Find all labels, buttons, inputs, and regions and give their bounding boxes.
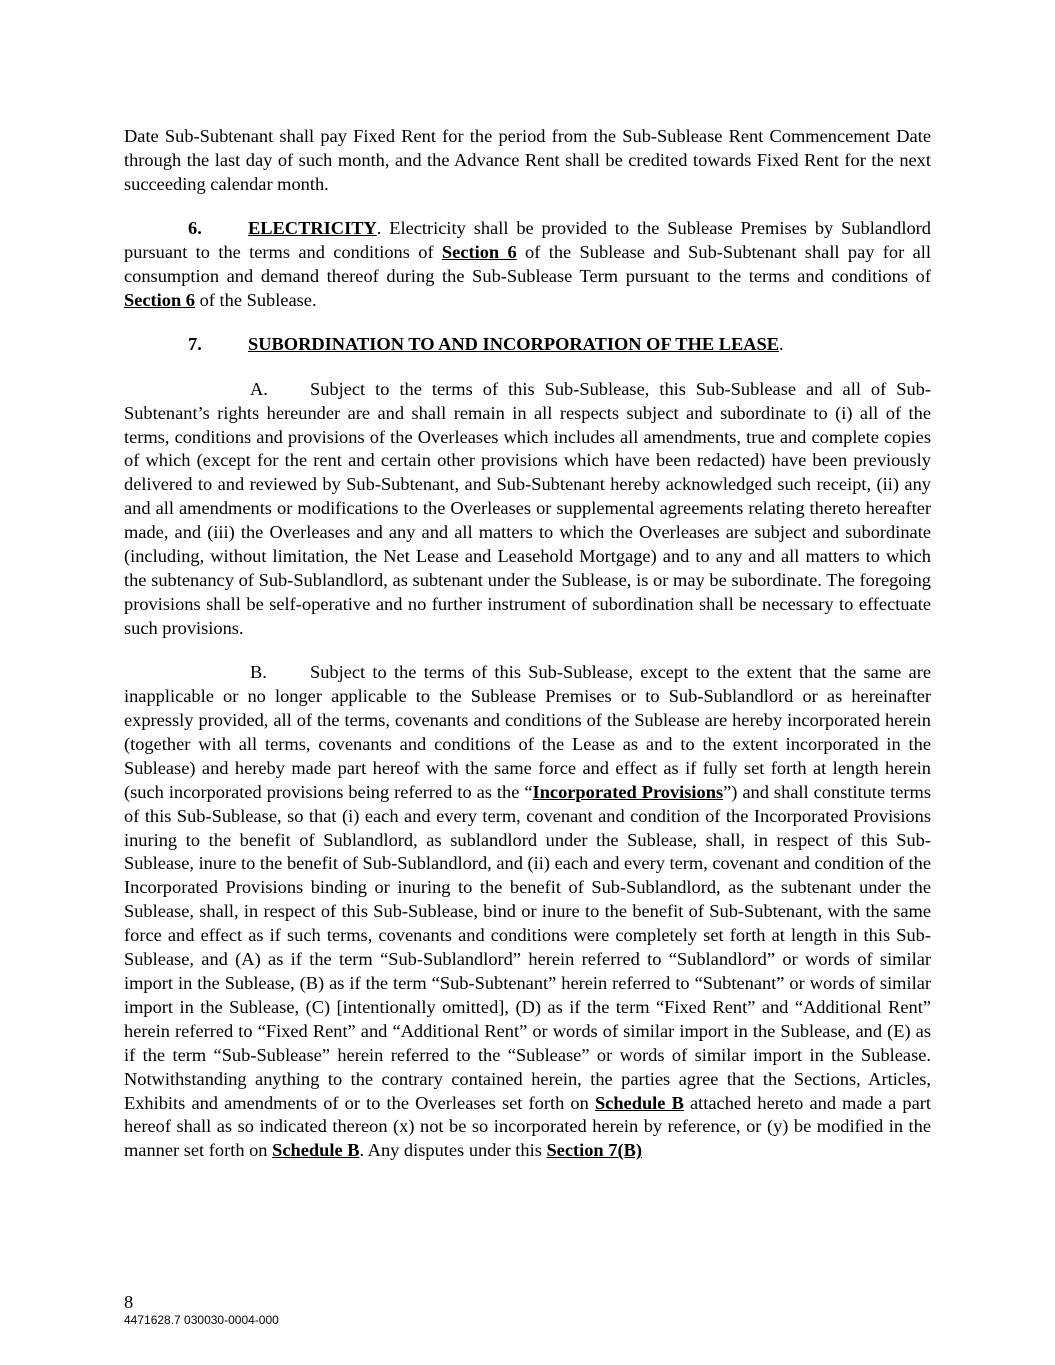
document-body [124,125,931,1184]
section-7b-paragraph: B. Subject to the terms of this Sub-Sublease, except to the extent that the same are inapplicable or no longer applicable to the Sublease Premises or to Sub-Sublandlord or as hereinafter expressly provided, all of the terms, covenants and conditions of the Sublease are hereby incorporated herein (together with all terms, covenants and conditions of the Lease as and to the extent incorporated in the Sublease) and hereby made part hereof with the same force and effect as if fully set forth at length herein (such incorporated provisions being referred to as the “Incorporated Provisions”) and shall constitute terms of this Sub-Sublease, so that (i) each and every term, covenant and condition of the Incorporated Provisions inuring to the benefit of Sublandlord, as sublandlord under the Sublease, shall, in respect of this Sub-Sublease, inure to the benefit of Sub-Sublandlord, and (ii) each and every term, covenant and condition of the Incorporated Provisions binding or inuring to the benefit of Sub-Sublandlord, as the subtenant under the Sublease, shall, in respect of this Sub-Sublease, bind or inure to the benefit of Sub-Subtenant, with the same force and effect as if such terms, covenants and conditions were completely set forth at length in this Sub-Sublease, and (A) as if the term “Sub-Sublandlord” herein referred to “Sublandlord” or words of similar import in the Sublease, (B) as if the term “Sub-Subtenant” herein referred to “Subtenant” or words of similar import in the Sublease, (C) [intentionally omitted], (D) as if the term “Fixed Rent” and “Additional Rent” herein referred to “Fixed Rent” and “Additional Rent” or words of similar import in the Sublease, and (E) as if the term “Sub-Sublease” herein referred to the “Sublease” or words of similar import in the Sublease. Notwithstanding anything to the contrary contained herein, the parties agree that the Sections, Articles, Exhibits and amendments of or to the Overleases set forth on Schedule B attached hereto and made a part hereof shall as so indicated thereon (x) not be so incorporated herein by reference, or (y) be modified in the manner set forth on Schedule B. Any disputes under this Section 7(B) [124,662,932,1161]
defined-term: Incorporated Provisions [532,781,724,802]
section-7a-label: A. [250,378,268,399]
section-6-title: ELECTRICITY [248,218,377,239]
section-6-paragraph: 6. ELECTRICITY. Electricity shall be provided to the Sublease Premises by Sublandlord pursuant to the terms and conditions of Section 6 of the Sublease and Sub-Subtenant shall pay for all consumption and demand thereof during the Sub-Sublease Term pursuant to the terms and conditions of Section 6 of the Sublease. [124,218,931,310]
section-7b-label: B. [250,662,267,683]
schedule-b-reference: Schedule B [594,1092,684,1113]
section-7a-paragraph: A. Subject to the terms of this Sub-Sublease, this Sub-Sublease and all of Sub-Subtenant’s rights hereunder are and shall remain in all respects subject and subordinate to (i) all of the terms, conditions and provisions of the Overleases which includes all amendments, true and complete copies of which (except for the rent and certain other provisions which have been redacted) have been previously delivered to and reviewed by Sub-Subtenant, and Sub-Subtenant hereby acknowledged such receipt, (ii) any and all amendments or modifications to the Overleases or supplemental agreements relating thereto hereafter made, and (iii) the Overleases and any and all matters to which the Overleases are subject and subordinate (including, without limitation, the Net Lease and Leasehold Mortgage) and to any and all matters to which the subtenancy of Sub-Sublandlord, as subtenant under the Sublease, is or may be subordinate. The foregoing provisions shall be self-operative and no further instrument of subordination shall be necessary to effectuate such provisions. [124,378,931,638]
section-7-title: SUBORDINATION TO AND INCORPORATION OF THE LEASE [248,334,780,355]
section-6-reference: Section 6 [441,242,517,263]
paragraph-continued: Date Sub-Subtenant shall pay Fixed Rent for the period from the Sub-Sublease Rent Commencement Date through the last day of such month, and the Advance Rent shall be credited towards Fixed Rent for the next succeeding calendar month. [124,126,931,194]
section-7-number: 7. [188,334,202,355]
document-id: 4471628.7 030030-0004-000 [124,1313,279,1327]
section-7-heading: 7. SUBORDINATION TO AND INCORPORATION OF THE LEASE. [124,333,931,357]
section-6-number: 6. [188,218,202,239]
page-number: 8 [124,1292,134,1312]
section-7b-reference: Section 7(B) [546,1140,642,1161]
schedule-b-reference: Schedule B [272,1140,360,1161]
section-6-reference: Section 6 [124,289,196,310]
